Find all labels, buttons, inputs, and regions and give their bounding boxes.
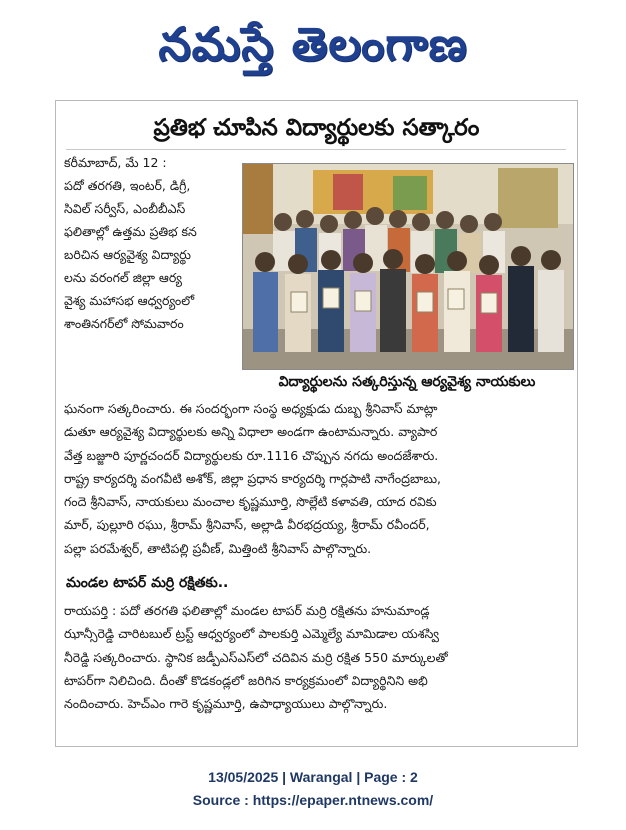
article-headline: ప్రతిభ చూపిన విద్యార్థులకు సత్కారం bbox=[153, 115, 480, 141]
body-line: రాయపర్తి : పదో తరగతి ఫలితాల్లో మండల టాపర్ మర్రి రక్షితను హనుమాండ్ల bbox=[64, 603, 430, 618]
intro-line: బరిచిన ఆర్యవైశ్య విద్యార్థు bbox=[64, 247, 191, 262]
body-line: పల్లా పరమేశ్వర్, తాటిపల్లి ప్రవీణ్, మిత్తింటి శ్రీనివాస్ పాల్గొన్నారు. bbox=[64, 540, 372, 556]
intro-line: ఫలితాల్లో ఉత్తమ ప్రతిభ కన bbox=[64, 224, 197, 239]
footer-source-link[interactable]: Source : https://epaper.ntnews.com/ bbox=[192, 792, 434, 808]
article-body bbox=[64, 397, 569, 560]
intro-line: కరీమాబాద్, మే 12 : bbox=[64, 155, 167, 170]
body-line: మార్, పుల్లూరి రఘు, శ్రీరామ్ శ్రీనివాస్, అల్లాడి వీరభద్రయ్య, శ్రీరామ్ రవీందర్, bbox=[64, 517, 430, 533]
body-line: ఘనంగా సత్కరించారు. ఈ సందర్భంగా సంస్థ అధ్యక్షుడు దుబ్బ శ్రీనివాస్ మాట్లా bbox=[64, 401, 438, 416]
body-line: టాపర్‌గా నిలిచింది. దీంతో కొడకండ్లలో జరిగిన కార్యక్రమంలో విద్యార్థినిని అభి bbox=[64, 672, 428, 688]
intro-line: లను వరంగల్ జిల్లా ఆర్య bbox=[64, 270, 183, 285]
article-subheading: మండల టాపర్ మర్రి రక్షితకు.. bbox=[66, 575, 229, 591]
body-line: నందించారు. హెచ్ఎం గారె కృష్ణమూర్తి, ఉపాధ్యాయులు పాల్గొన్నారు. bbox=[64, 696, 388, 712]
masthead bbox=[0, 4, 626, 92]
group-photo bbox=[242, 163, 574, 370]
clipping-footer bbox=[0, 766, 626, 812]
intro-line: సివిల్ సర్వీస్, ఎంబీబీఎస్ bbox=[64, 201, 186, 216]
body-line: నీరెడ్డి సత్కరించారు. స్థానిక జడ్పీఎస్ఎస్‌లో చదివిన మర్రి రక్షిత 550 మార్కులతో bbox=[64, 649, 448, 665]
body-line: గందె శ్రీనివాస్, నాయకులు మంచాల కృష్ణమూర్తి, సొల్లేటి కళావతి, యాద రవికు bbox=[64, 494, 437, 510]
body-line: వేత్త బజ్జూరి పూర్ణచందర్ విద్యార్థులకు రూ.1116 చొప్పున నగదు అందజేశారు. bbox=[64, 447, 439, 463]
footer-dateline: 13/05/2025 | Warangal | Page : 2 bbox=[208, 769, 418, 785]
body-line: డుతూ ఆర్యవైశ్య విద్యార్థులకు అన్ని విధాలా అండగా ఉంటామన్నారు. వ్యాపార bbox=[64, 424, 438, 440]
newspaper-logo-text: నమస్తే తెలంగాణ bbox=[158, 17, 468, 71]
body-line: ఝాన్సీరెడ్డి చారిటబుల్ ట్రస్ట్ ఆధ్వర్యంలో పాలకుర్తి ఎమ్మెల్యే మామిడాల యశస్వి bbox=[64, 626, 439, 642]
article-intro bbox=[64, 151, 254, 335]
article-body-second bbox=[64, 599, 569, 715]
intro-line: వైశ్య మహాసభ ఆధ్వర్యంలో bbox=[64, 293, 195, 308]
intro-line: శాంతినగర్‌లో సోమవారం bbox=[64, 316, 184, 331]
body-line: రాష్ట్ర కార్యదర్శి వంగవీటి అశోక్, జిల్లా ప్రధాన కార్యదర్శి గార్లపాటి నాగేంద్రబాబు, bbox=[64, 470, 442, 486]
news-clipping bbox=[55, 100, 578, 747]
headline-divider bbox=[66, 149, 566, 150]
intro-line: పదో తరగతి, ఇంటర్, డిగ్రీ, bbox=[64, 178, 191, 193]
photo-caption: విద్యార్థులను సత్కరిస్తున్న ఆర్యవైశ్య నాయకులు bbox=[278, 374, 536, 390]
